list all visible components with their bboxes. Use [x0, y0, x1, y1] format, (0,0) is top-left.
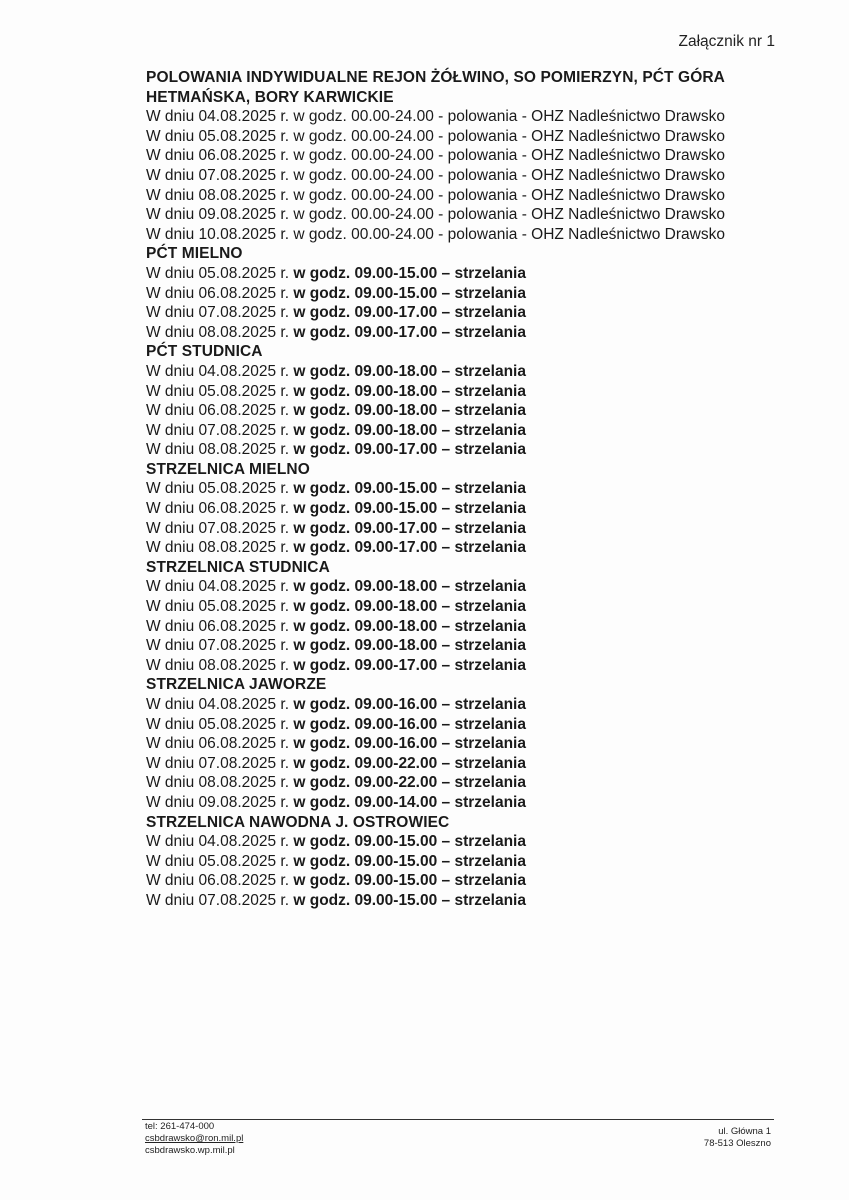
schedule-row	[146, 264, 786, 284]
row-date: W dniu 07.08.2025 r.	[146, 519, 290, 537]
row-time: w godz. 09.00-18.00 – strzelania	[293, 578, 526, 596]
hunting-entry: W dniu 07.08.2025 r. w godz. 00.00-24.00 - polowania - OHZ Nadleśnictwo Drawsko	[146, 166, 725, 184]
footer-contact	[145, 1121, 243, 1158]
row-time: w godz. 09.00-15.00 – strzelania	[293, 284, 526, 302]
row-time: w godz. 09.00-16.00 – strzelania	[293, 696, 526, 713]
schedule-row	[146, 597, 786, 617]
row-date: W dniu 09.08.2025 r.	[146, 793, 290, 811]
row-date: W dniu 07.08.2025 r.	[146, 891, 290, 909]
row-date: W dniu 06.08.2025 r.	[146, 402, 290, 420]
section-strzelnica-jaworze	[146, 675, 786, 812]
section-title: PĆT STUDNICA	[146, 343, 263, 361]
row-date: W dniu 06.08.2025 r.	[146, 735, 290, 753]
schedule-row	[146, 695, 786, 715]
row-time: w godz. 09.00-15.00 – strzelania	[293, 891, 526, 909]
schedule-row	[146, 362, 786, 382]
schedule-row	[146, 303, 786, 323]
schedule-row	[146, 421, 786, 441]
row-date: W dniu 04.08.2025 r.	[146, 696, 290, 713]
hunting-entry: W dniu 06.08.2025 r. w godz. 00.00-24.00 - polowania - OHZ Nadleśnictwo Drawsko	[146, 147, 725, 165]
schedule-row	[146, 519, 786, 539]
section-title: STRZELNICA NAWODNA J. OSTROWIEC	[146, 813, 450, 831]
hunting-entry: W dniu 10.08.2025 r. w godz. 00.00-24.00 - polowania - OHZ Nadleśnictwo Drawsko	[146, 225, 725, 243]
row-date: W dniu 05.08.2025 r.	[146, 382, 290, 400]
footer-phone: tel: 261-474-000	[145, 1121, 215, 1132]
schedule-row	[146, 323, 786, 343]
row-time: w godz. 09.00-18.00 – strzelania	[293, 637, 526, 655]
footer-website: csbdrawsko.wp.mil.pl	[145, 1145, 235, 1157]
hunting-entry: W dniu 04.08.2025 r. w godz. 00.00-24.00 - polowania - OHZ Nadleśnictwo Drawsko	[146, 108, 725, 126]
schedule-row	[146, 773, 786, 793]
row-date: W dniu 06.08.2025 r.	[146, 284, 290, 302]
hunting-title: POLOWANIA INDYWIDUALNE REJON ŻÓŁWINO, SO POMIERZYN, PĆT GÓRA HETMAŃSKA, BORY KARWICKIE	[146, 69, 725, 106]
row-time: w godz. 09.00-22.00 – strzelania	[293, 774, 526, 792]
section-title: STRZELNICA MIELNO	[146, 460, 310, 478]
row-time: w godz. 09.00-18.00 – strzelania	[293, 598, 526, 616]
row-date: W dniu 08.08.2025 r.	[146, 774, 290, 792]
hunting-list	[146, 107, 786, 244]
section-pct-studnica	[146, 342, 786, 460]
row-time: w godz. 09.00-14.00 – strzelania	[293, 793, 526, 811]
row-date: W dniu 07.08.2025 r.	[146, 754, 290, 772]
row-date: W dniu 04.08.2025 r.	[146, 833, 290, 851]
row-time: w godz. 09.00-17.00 – strzelania	[293, 656, 526, 674]
row-time: w godz. 09.00-17.00 – strzelania	[293, 441, 526, 459]
row-date: W dniu 04.08.2025 r.	[146, 362, 290, 380]
schedule-row	[146, 440, 786, 460]
footer-divider	[142, 1119, 774, 1120]
schedule-row	[146, 499, 786, 519]
footer-address	[704, 1126, 771, 1150]
row-time: w godz. 09.00-16.00 – strzelania	[293, 735, 526, 753]
row-date: W dniu 07.08.2025 r.	[146, 637, 290, 655]
schedule-row	[146, 832, 786, 852]
row-time: w godz. 09.00-16.00 – strzelania	[293, 715, 526, 733]
schedule-row	[146, 793, 786, 813]
row-time: w godz. 09.00-17.00 – strzelania	[293, 539, 526, 557]
attachment-label: Załącznik nr 1	[678, 33, 775, 50]
section-strzelnica-nawodna	[146, 813, 786, 911]
footer-city: 78-513 Oleszno	[703, 1138, 771, 1150]
row-date: W dniu 08.08.2025 r.	[146, 323, 290, 341]
section-title: PĆT MIELNO	[146, 245, 243, 263]
row-time: w godz. 09.00-18.00 – strzelania	[293, 402, 526, 420]
schedule-row	[146, 754, 786, 774]
row-date: W dniu 04.08.2025 r.	[146, 578, 290, 596]
schedule-row	[146, 617, 786, 637]
row-time: w godz. 09.00-18.00 – strzelania	[293, 362, 526, 380]
row-date: W dniu 05.08.2025 r.	[146, 852, 290, 870]
schedule-row	[146, 852, 786, 872]
row-time: w godz. 09.00-17.00 – strzelania	[293, 323, 526, 341]
row-time: w godz. 09.00-15.00 – strzelania	[293, 500, 526, 518]
document-body	[146, 68, 786, 911]
row-time: w godz. 09.00-18.00 – strzelania	[293, 421, 526, 439]
schedule-row	[146, 891, 786, 911]
row-time: w godz. 09.00-22.00 – strzelania	[293, 754, 526, 772]
schedule-row	[146, 382, 786, 402]
row-date: W dniu 06.08.2025 r.	[146, 617, 290, 635]
schedule-row	[146, 656, 786, 676]
row-time: w godz. 09.00-15.00 – strzelania	[293, 264, 526, 282]
row-time: w godz. 09.00-17.00 – strzelania	[293, 304, 526, 322]
schedule-row	[146, 401, 786, 421]
schedule-row	[146, 284, 786, 304]
schedule-row	[146, 871, 786, 891]
footer-street: ul. Główna 1	[718, 1126, 771, 1137]
hunting-entry: W dniu 09.08.2025 r. w godz. 00.00-24.00 - polowania - OHZ Nadleśnictwo Drawsko	[146, 206, 725, 224]
section-title: STRZELNICA STUDNICA	[146, 558, 330, 576]
section-title: STRZELNICA JAWORZE	[146, 676, 327, 694]
row-date: W dniu 05.08.2025 r.	[146, 598, 290, 616]
row-date: W dniu 07.08.2025 r.	[146, 421, 290, 439]
row-time: w godz. 09.00-18.00 – strzelania	[293, 617, 526, 635]
row-time: w godz. 09.00-18.00 – strzelania	[293, 382, 526, 400]
row-date: W dniu 06.08.2025 r.	[146, 500, 290, 518]
section-strzelnica-studnica	[146, 558, 786, 676]
row-date: W dniu 06.08.2025 r.	[146, 872, 290, 890]
schedule-row	[146, 715, 786, 735]
hunting-entry: W dniu 05.08.2025 r. w godz. 00.00-24.00 - polowania - OHZ Nadleśnictwo Drawsko	[146, 127, 725, 145]
schedule-row	[146, 734, 786, 754]
row-time: w godz. 09.00-15.00 – strzelania	[293, 872, 526, 890]
hunting-entry: W dniu 08.08.2025 r. w godz. 00.00-24.00 - polowania - OHZ Nadleśnictwo Drawsko	[146, 186, 725, 204]
row-date: W dniu 05.08.2025 r.	[146, 715, 290, 733]
schedule-row	[146, 577, 786, 597]
section-strzelnica-mielno	[146, 460, 786, 558]
row-date: W dniu 05.08.2025 r.	[146, 480, 290, 498]
row-date: W dniu 08.08.2025 r.	[146, 539, 290, 557]
schedule-row	[146, 538, 786, 558]
schedule-row	[146, 479, 786, 499]
row-time: w godz. 09.00-17.00 – strzelania	[293, 519, 526, 537]
row-date: W dniu 08.08.2025 r.	[146, 656, 290, 674]
schedule-row	[146, 636, 786, 656]
row-time: w godz. 09.00-15.00 – strzelania	[293, 480, 526, 498]
footer-email-link[interactable]: csbdrawsko@ron.mil.pl	[145, 1133, 244, 1145]
row-time: w godz. 09.00-15.00 – strzelania	[293, 852, 526, 870]
row-date: W dniu 07.08.2025 r.	[146, 304, 290, 322]
row-time: w godz. 09.00-15.00 – strzelania	[293, 833, 526, 851]
row-date: W dniu 05.08.2025 r.	[146, 264, 290, 282]
row-date: W dniu 08.08.2025 r.	[146, 441, 290, 459]
section-pct-mielno	[146, 244, 786, 342]
